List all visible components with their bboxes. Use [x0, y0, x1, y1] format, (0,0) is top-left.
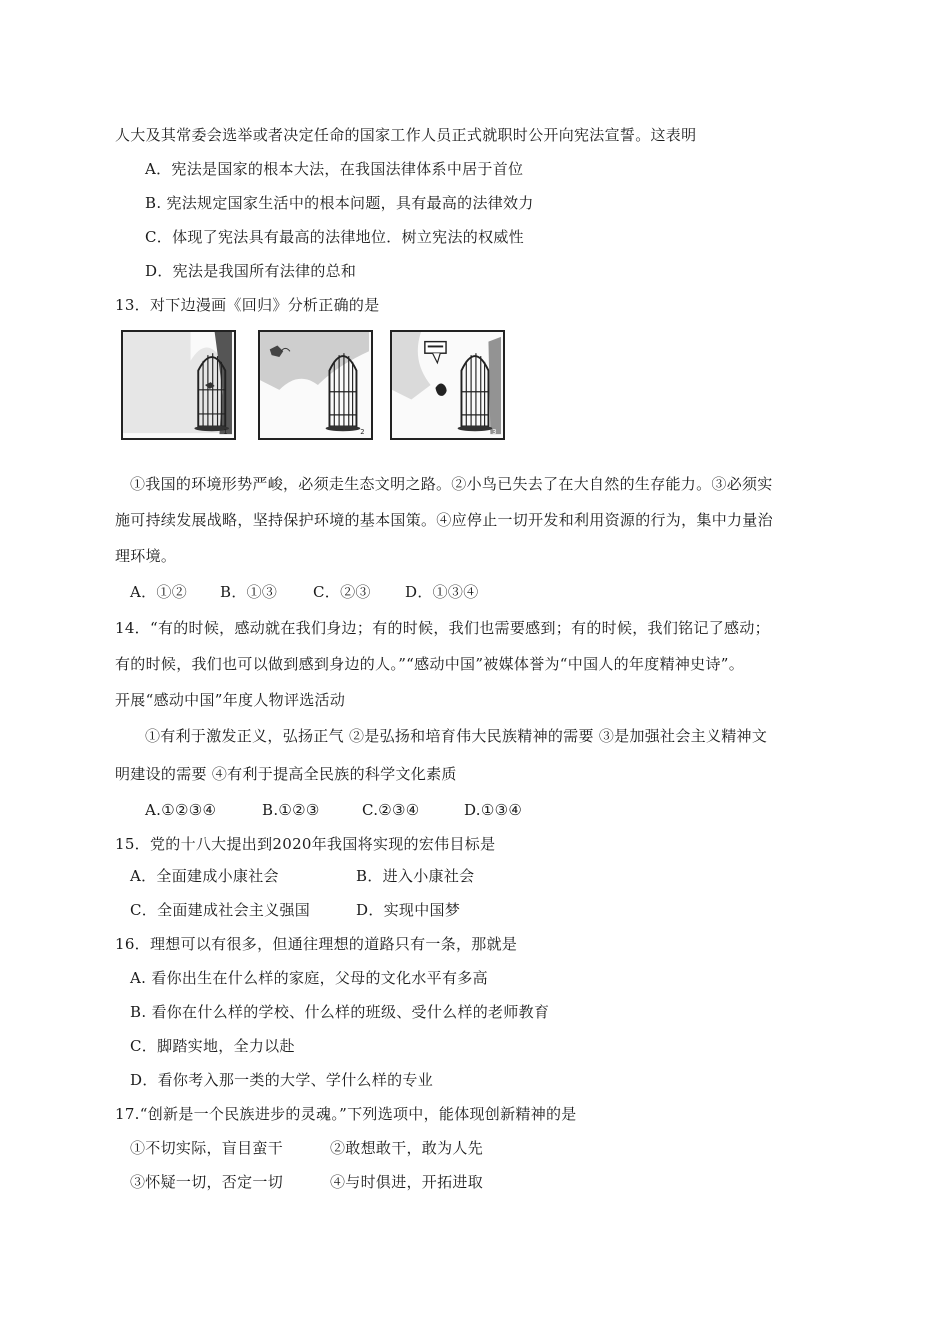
comic-panel-2-number: 2 — [360, 428, 365, 437]
q12-stem: 人大及其常委会选举或者决定任命的国家工作人员正式就职时公开向宪法宣誓。这表明 — [115, 126, 697, 144]
q13-option-a: A．①② — [130, 583, 188, 601]
q15-option-a: A．全面建成小康社会 — [130, 867, 279, 885]
q14-stem-line-3: 开展“感动中国”年度人物评选活动 — [115, 691, 346, 709]
q12-option-c: C．体现了宪法具有最高的法律地位．树立宪法的权威性 — [145, 228, 524, 246]
q13-stem: 13．对下边漫画《回归》分析正确的是 — [115, 296, 380, 314]
q13-statement-line-1: ①我国的环境形势严峻，必须走生态文明之路。②小鸟已失去了在大自然的生存能力。③必须实 — [130, 475, 773, 493]
comic-panel-3 — [390, 330, 505, 440]
q14-option-a: A.①②③④ — [145, 801, 217, 819]
comic-panel-1 — [121, 330, 236, 440]
q16-option-c: C．脚踏实地，全力以赴 — [130, 1037, 295, 1055]
q14-option-d: D.①③④ — [464, 801, 523, 819]
q14-stem-line-2: 有的时候，我们也可以做到感到身边的人。”“感动中国”被媒体誉为“中国人的年度精神史诗”。 — [115, 655, 745, 673]
q14-option-b: B.①②③ — [262, 801, 320, 819]
comic-panel-3-number: 3 — [492, 428, 497, 437]
q13-option-c: C．②③ — [313, 583, 371, 601]
comic-panel-2-drawing — [260, 332, 371, 438]
q12-option-a: A．宪法是国家的根本大法，在我国法律体系中居于首位 — [145, 160, 524, 178]
q17-statement-4: ④与时俱进，开拓进取 — [330, 1173, 484, 1191]
comic-panel-3-drawing — [392, 332, 503, 438]
q12-option-b: B. 宪法规定国家生活中的根本问题，具有最高的法律效力 — [145, 194, 534, 212]
q17-statement-3: ③怀疑一切，否定一切 — [130, 1173, 284, 1191]
q16-option-a: A. 看你出生在什么样的家庭，父母的文化水平有多高 — [130, 969, 488, 987]
q16-option-b: B. 看你在什么样的学校、什么样的班级、受什么样的老师教育 — [130, 1003, 550, 1021]
q13-statement-line-2: 施可持续发展战略，坚持保护环境的基本国策。④应停止一切开发和利用资源的行为，集中力量治 — [115, 511, 773, 529]
q16-option-d: D．看你考入那一类的大学、学什么样的专业 — [130, 1071, 434, 1089]
q14-statement-line-1: ①有利于激发正义，弘扬正气 ②是弘扬和培育伟大民族精神的需要 ③是加强社会主义精神文 — [145, 727, 768, 745]
q14-statement-line-2: 明建设的需要 ④有利于提高全民族的科学文化素质 — [115, 765, 457, 783]
q15-option-d: D．实现中国梦 — [356, 901, 461, 919]
comic-panel-2 — [258, 330, 373, 440]
q14-stem-line-1: 14．“有的时候，感动就在我们身边；有的时候，我们也需要感到；有的时候，我们铭记了感动； — [115, 619, 770, 637]
q15-stem: 15．党的十八大提出到2020年我国将实现的宏伟目标是 — [115, 835, 496, 853]
comic-panel-1-number: 1 — [223, 428, 228, 437]
q13-option-b: B．①③ — [220, 583, 278, 601]
q15-option-c: C．全面建成社会主义强国 — [130, 901, 311, 919]
q13-statement-line-3: 理环境。 — [115, 547, 177, 565]
q15-option-b: B．进入小康社会 — [356, 867, 475, 885]
q17-statement-1: ①不切实际，盲目蛮干 — [130, 1139, 284, 1157]
q14-option-c: C.②③④ — [362, 801, 420, 819]
q17-statement-2: ②敢想敢干，敢为人先 — [330, 1139, 484, 1157]
q13-option-d: D．①③④ — [405, 583, 479, 601]
q12-option-d: D．宪法是我国所有法律的总和 — [145, 262, 357, 280]
q17-stem: 17.“创新是一个民族进步的灵魂。”下列选项中，能体现创新精神的是 — [115, 1105, 577, 1123]
q16-stem: 16．理想可以有很多，但通往理想的道路只有一条，那就是 — [115, 935, 518, 953]
comic-panel-1-drawing — [123, 332, 234, 438]
